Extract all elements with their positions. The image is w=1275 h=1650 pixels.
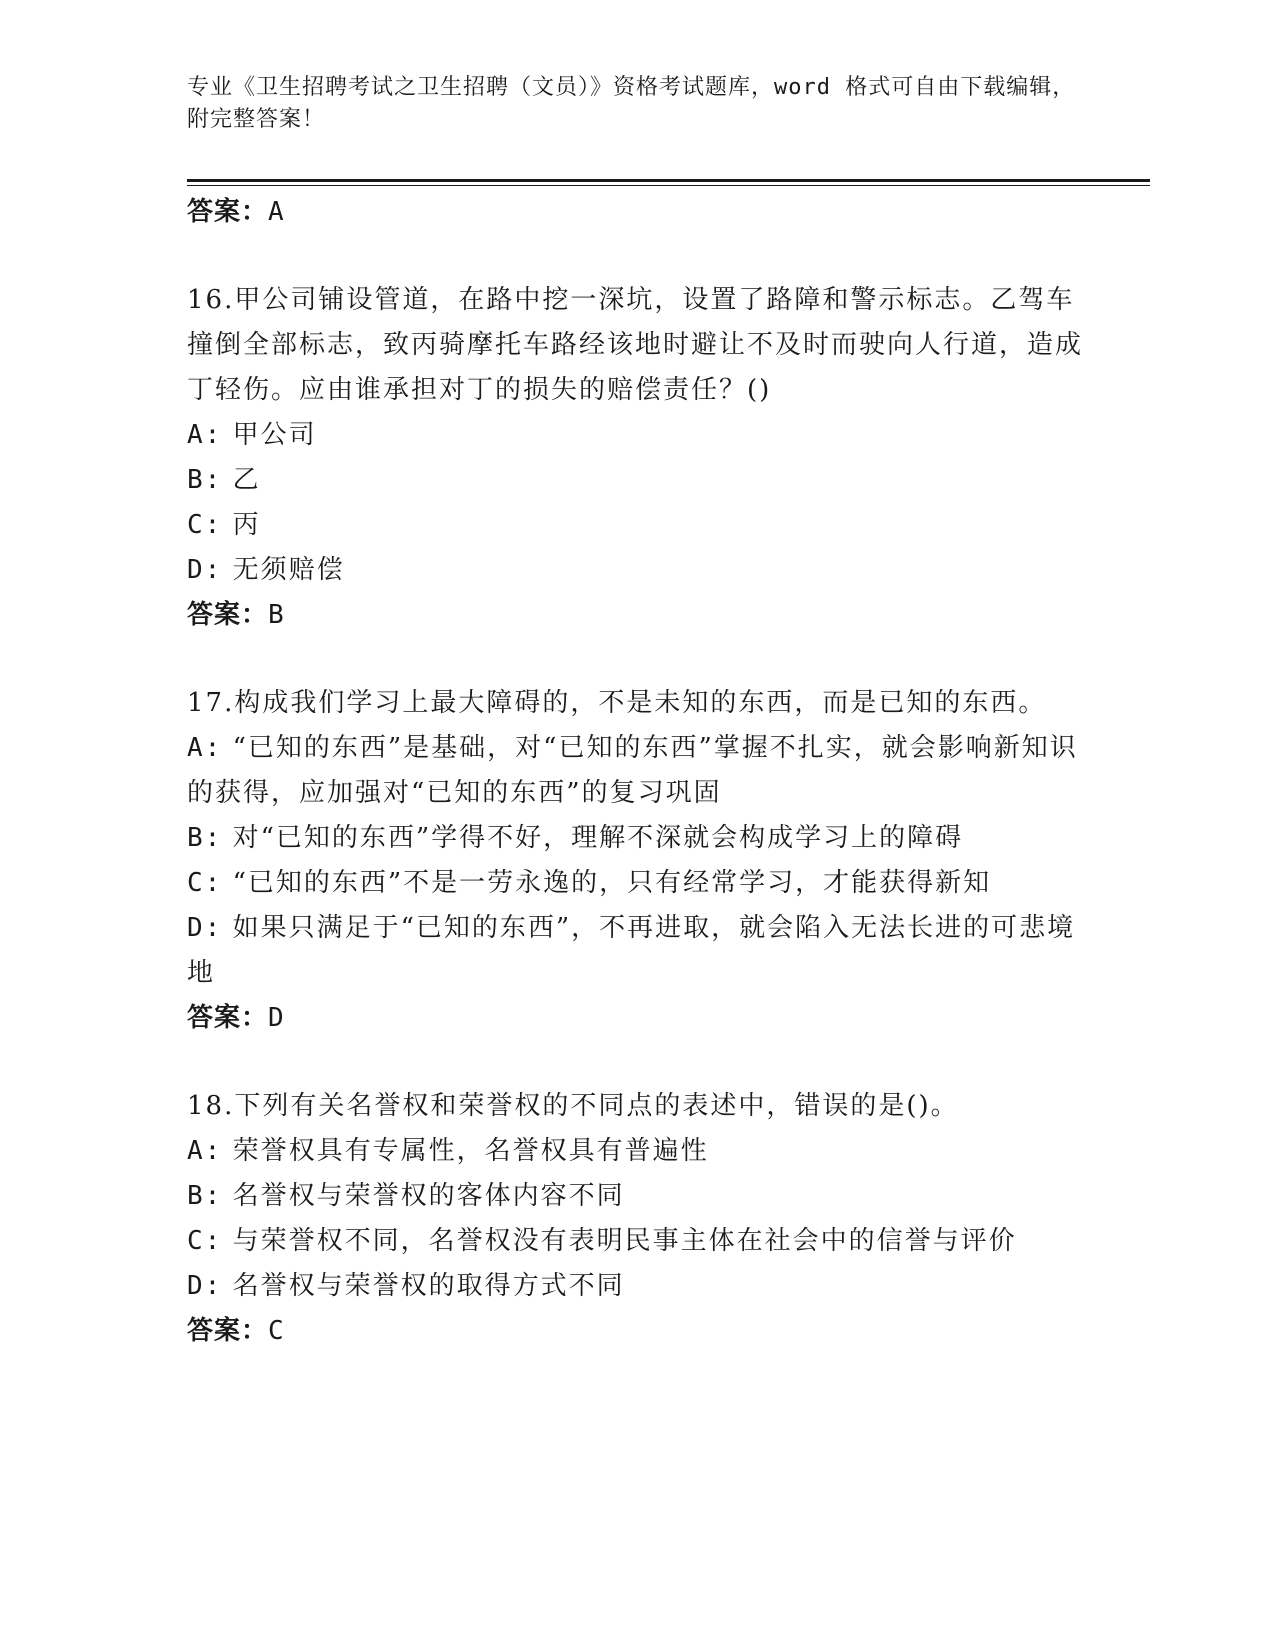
option-letter: B: — [187, 465, 223, 495]
option-d — [187, 906, 1087, 996]
option-text: 甲公司 — [232, 420, 317, 450]
answer-label: 答案： — [187, 1003, 269, 1033]
option-text: 名誉权与荣誉权的取得方式不同 — [232, 1271, 625, 1301]
answer-label: 答案： — [187, 197, 269, 227]
option-text: 无须赔偿 — [232, 555, 345, 585]
answer-value: C — [268, 1316, 285, 1346]
option-text: “已知的东西”是基础，对“已知的东西”掌握不扎实，就会影响新知识的获得，应加强对“已知的东西”的复习巩固 — [187, 733, 1078, 808]
option-letter: A: — [187, 733, 223, 763]
question-stem: 18.下列有关名誉权和荣誉权的不同点的表述中，错误的是()。 — [187, 1091, 959, 1121]
option-letter: C: — [187, 868, 223, 898]
option-text: 丙 — [232, 510, 261, 540]
option-d — [187, 1264, 1087, 1309]
option-text: 对“已知的东西”学得不好，理解不深就会构成学习上的障碍 — [232, 823, 964, 853]
option-b — [187, 816, 1087, 861]
option-letter: C: — [187, 1226, 223, 1256]
option-letter: B: — [187, 823, 223, 853]
option-a — [187, 726, 1087, 816]
answer-line — [187, 190, 1087, 234]
option-letter: A: — [187, 1136, 223, 1166]
question-stem: 17.构成我们学习上最大障碍的，不是未知的东西，而是已知的东西。 — [187, 688, 1047, 718]
option-c — [187, 861, 1087, 906]
option-text: 荣誉权具有专属性，名誉权具有普遍性 — [232, 1136, 709, 1166]
option-text: 与荣誉权不同，名誉权没有表明民事主体在社会中的信誉与评价 — [232, 1226, 1017, 1256]
option-letter: D: — [187, 555, 223, 585]
answer-value: D — [268, 1003, 285, 1033]
option-b — [187, 1174, 1087, 1219]
question-18 — [187, 1084, 1087, 1353]
header-rule-thin — [187, 185, 1150, 186]
option-c — [187, 503, 1087, 548]
option-b — [187, 458, 1087, 503]
option-letter: A: — [187, 420, 223, 450]
option-letter: B: — [187, 1181, 223, 1211]
answer-label: 答案： — [187, 1316, 269, 1346]
header-rule-thick — [187, 179, 1150, 182]
answer-line — [187, 996, 1087, 1040]
option-text: 如果只满足于“已知的东西”，不再进取，就会陷入无法长进的可悲境地 — [187, 913, 1076, 988]
option-letter: D: — [187, 1271, 223, 1301]
question-16 — [187, 278, 1087, 637]
question-17 — [187, 681, 1087, 1040]
option-a — [187, 413, 1087, 458]
answer-line — [187, 1309, 1087, 1353]
option-text: 名誉权与荣誉权的客体内容不同 — [232, 1181, 625, 1211]
option-text: “已知的东西”不是一劳永逸的，只有经常学习，才能获得新知 — [232, 868, 992, 898]
answer-value: B — [268, 600, 285, 630]
answer-line — [187, 593, 1087, 637]
option-d — [187, 548, 1087, 593]
option-letter: C: — [187, 510, 223, 540]
document-body — [187, 190, 1087, 1353]
page-header: 专业《卫生招聘考试之卫生招聘（文员）》资格考试题库，word 格式可自由下载编辑，附完整答案！ — [187, 75, 1076, 132]
question-stem: 16.甲公司铺设管道，在路中挖一深坑，设置了路障和警示标志。乙驾车撞倒全部标志，致丙骑摩托车路经该地时避让不及时而驶向人行道，造成丁轻伤。应由谁承担对丁的损失的赔偿责任？() — [187, 285, 1084, 405]
option-c — [187, 1219, 1087, 1264]
answer-label: 答案： — [187, 600, 269, 630]
option-text: 乙 — [232, 465, 261, 495]
answer-value: A — [268, 197, 285, 227]
option-a — [187, 1129, 1087, 1174]
option-letter: D: — [187, 913, 223, 943]
